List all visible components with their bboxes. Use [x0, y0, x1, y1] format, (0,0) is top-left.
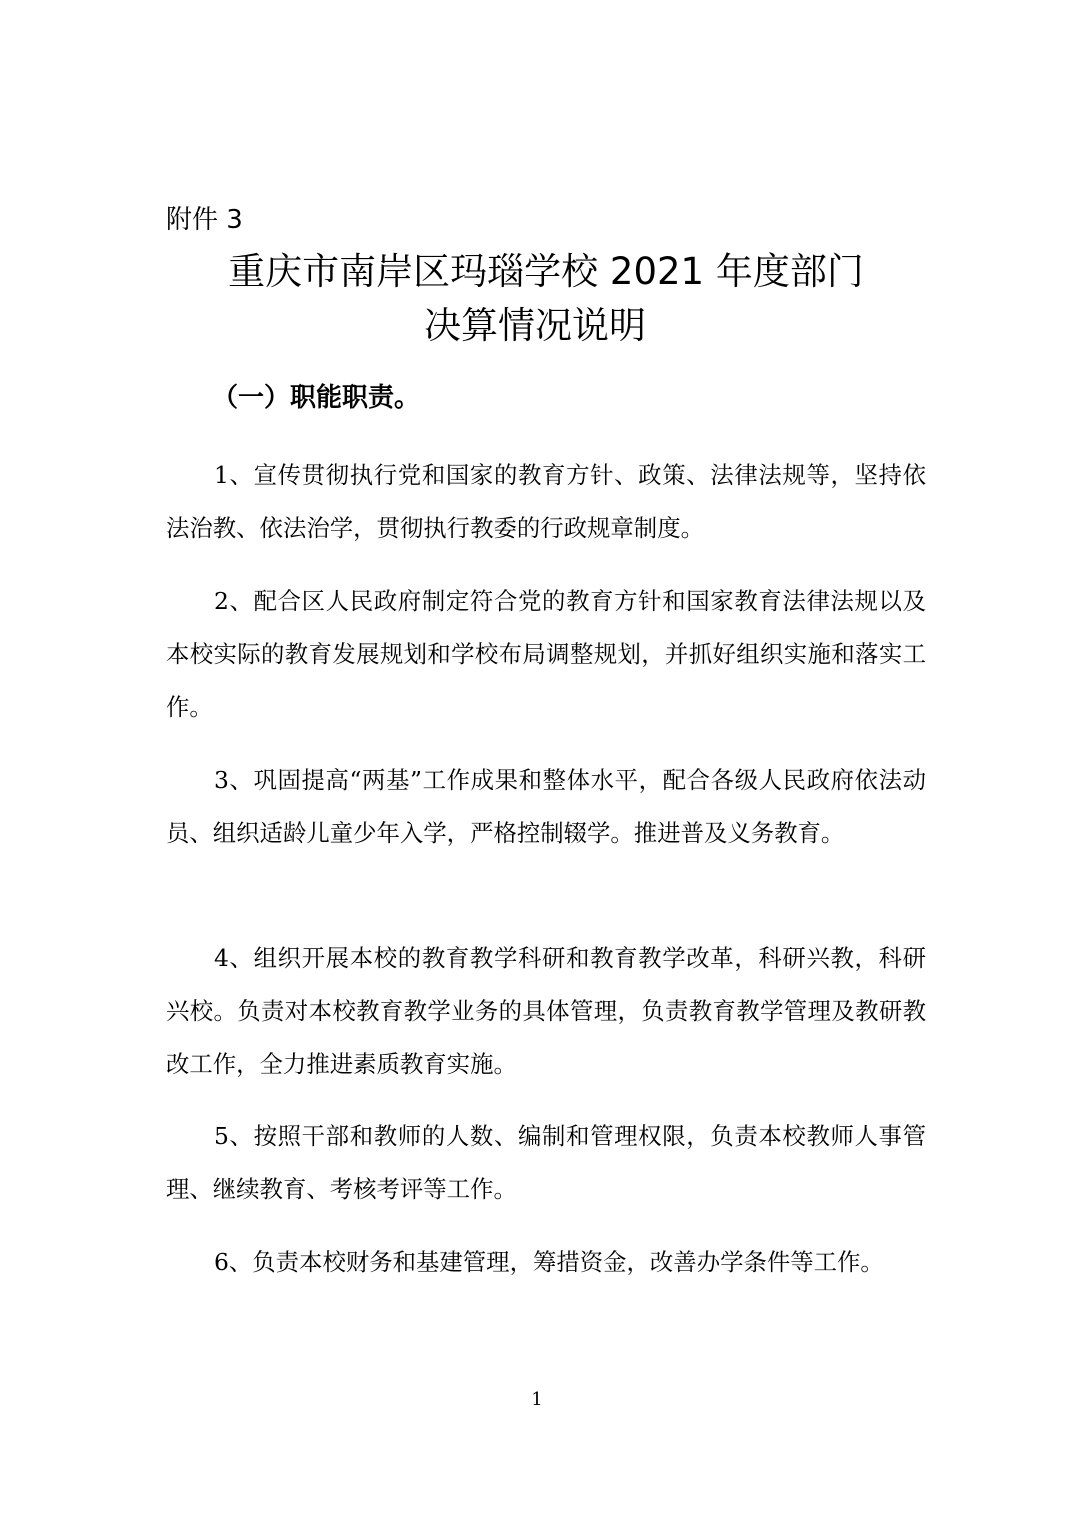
attachment-label: 附件 3: [166, 205, 243, 235]
paragraph-1: 1、宣传贯彻执行党和国家的教育方针、政策、法律法规等，坚持依法治教、依法治学，贯彻执行教委的行政规章制度。: [166, 461, 926, 542]
page-number: 1: [531, 1389, 543, 1410]
title-line-1: 重庆市南岸区玛瑙学校 2021 年度部门: [228, 250, 864, 293]
paragraph-4: 4、组织开展本校的教育教学科研和教育教学改革，科研兴教，科研兴校。负责对本校教育教学业务的具体管理，负责教育教学管理及教研教改工作，全力推进素质教育实施。: [166, 944, 926, 1078]
paragraph-2: 2、配合区人民政府制定符合党的教育方针和国家教育法律法规以及本校实际的教育发展规划和学校布局调整规划，并抓好组织实施和落实工作。: [166, 587, 926, 721]
paragraph-3: 3、巩固提高“两基”工作成果和整体水平，配合各级人民政府依法动员、组织适龄儿童少年入学，严格控制辍学。推进普及义务教育。: [166, 766, 926, 847]
paragraph-5: 5、按照干部和教师的人数、编制和管理权限，负责本校教师人事管理、继续教育、考核考评等工作。: [166, 1122, 926, 1203]
document-title: [166, 245, 926, 353]
title-line-2: 决算情况说明: [424, 304, 646, 347]
section-heading: （一）职能职责。: [212, 383, 421, 413]
paragraph-6: 6、负责本校财务和基建管理，筹措资金，改善办学条件等工作。: [214, 1248, 884, 1276]
